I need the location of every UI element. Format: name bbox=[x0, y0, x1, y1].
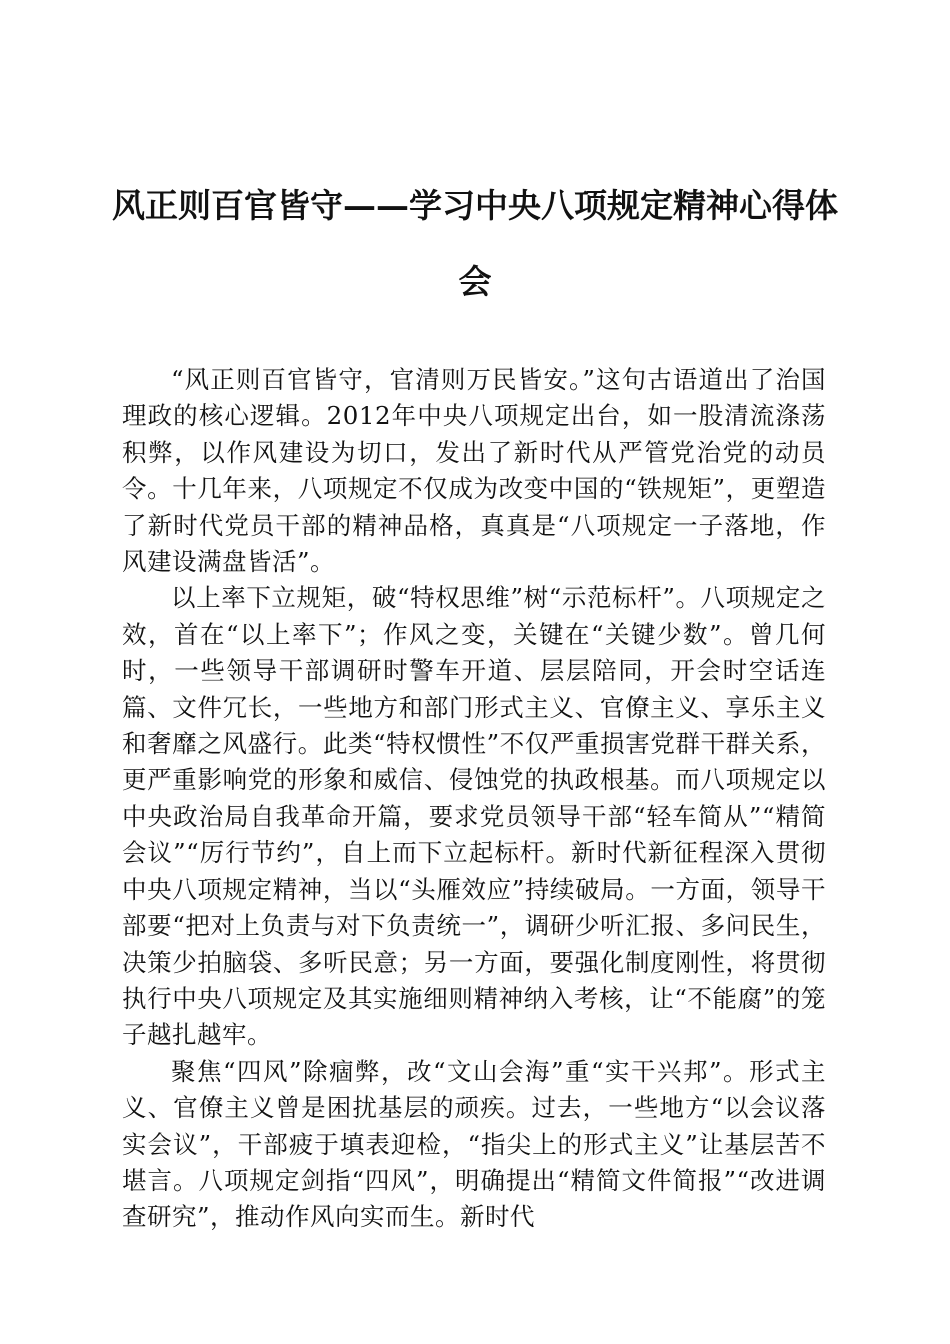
paragraph-1: “风正则百官皆守，官清则万民皆安。”这句古语道出了治国理政的核心逻辑。2012年中央八项规定出台，如一股清流涤荡积弊，以作风建设为切口，发出了新时代从严管党治党的动员令。十几年来，八项规定不仅成为改变中国的“铁规矩”，更塑造了新时代党员干部的精神品格，真真是“八项规定一子落地，作风建设满盘皆活”。 bbox=[122, 365, 826, 577]
paragraph-2: 以上率下立规矩，破“特权思维”树“示范标杆”。八项规定之效，首在“以上率下”；作风之变，关键在“关键少数”。曾几何时，一些领导干部调研时警车开道、层层陪同，开会时空话连篇、文件冗长，一些地方和部门形式主义、官僚主义、享乐主义和奢靡之风盛行。此类“特权惯性”不仅严重损害党群干群关系，更严重影响党的形象和威信、侵蚀党的执政根基。而八项规定以中央政治局自我革命开篇，要求党员领导干部“轻车简从”“精简会议”“厉行节约”，自上而下立起标杆。新时代新征程深入贯彻中央八项规定精神，当以“头雁效应”持续破局。一方面，领导干部要“把对上负责与对下负责统一”，调研少听汇报、多问民生，决策少拍脑袋、多听民意；另一方面，要强化制度刚性，将贯彻执行中央八项规定及其实施细则精神纳入考核，让“不能腐”的笼子越扎越牢。 bbox=[122, 583, 826, 1050]
paragraph-3: 聚焦“四风”除痼弊，改“文山会海”重“实干兴邦”。形式主义、官僚主义曾是困扰基层的顽疾。过去，一些地方“以会议落实会议”，干部疲于填表迎检，“指尖上的形式主义”让基层苦不堪言。八项规定剑指“四风”，明确提出“精简文件简报”“改进调查研究”，推动作风向实而生。新时代 bbox=[122, 1056, 826, 1232]
document-body bbox=[122, 362, 826, 1236]
document-title: 风正则百官皆守——学习中央八项规定精神心得体会 bbox=[112, 186, 838, 301]
